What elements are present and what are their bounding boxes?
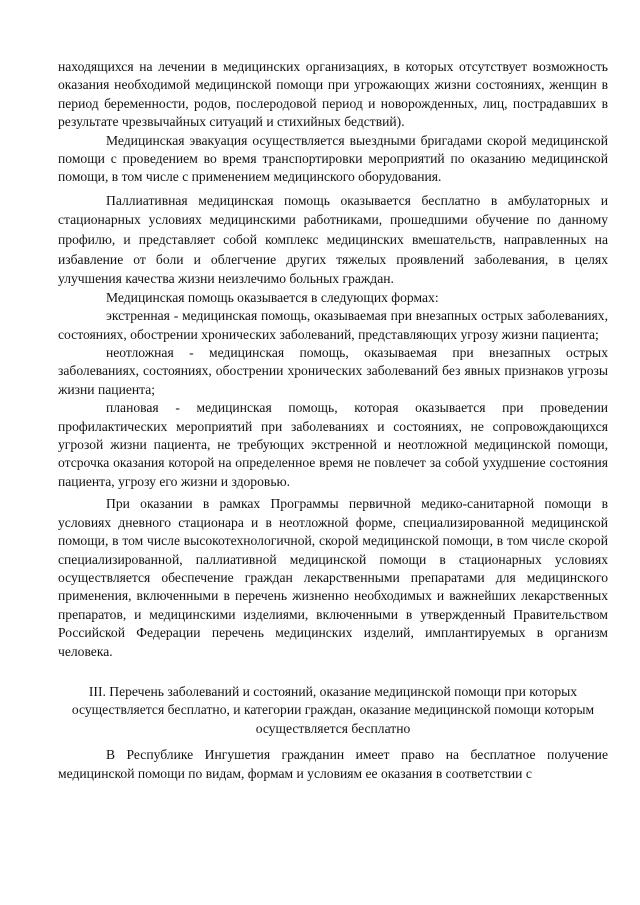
paragraph-6: неотложная - медицинская помощь, оказываемая при внезапных острых заболеваниях, состояниях, обострении хронических заболеваний без явных признаков угрозы жизни пациента; [58,345,608,397]
final-paragraph: В Республике Ингушетия гражданин имеет право на бесплатное получение медицинской помощи по видам, формам и условиям ее оказания в соответствии с [58,747,608,781]
paragraph-7: плановая - медицинская помощь, которая оказывается при проведении профилактических мероприятий при заболеваниях и состояниях, не сопровождающихся угрозой жизни пациента, не требующих экстренной и неотложной медицинской помощи, отсрочка оказания которой на определенное время не повлечет за собой ухудшение состояния пациента, угрозу его жизни и здоровью. [58,400,608,489]
section-title: III. Перечень заболеваний и состояний, оказание медицинской помощи при которых осуществляется бесплатно, и категории граждан, оказание медицинской помощи которым осуществляется бесплатно [71,683,595,736]
paragraph-8: При оказании в рамках Программы первичной медико-санитарной помощи в условиях дневного стационара и в неотложной форме, специализированной медицинской помощи, в том числе высокотехнологичной, скорой медицинской помощи, в том числе скорой специализированной, паллиативной медицинской помощи в стационарных условиях осуществляется обеспечение граждан лекарственными препаратами для медицинского применения, включенными в перечень жизненно необходимых и важнейших лекарственных препаратов, и медицинскими изделиями, включенными в утвержденный Правительством Российской Федерации перечень медицинских изделий, имплантируемых в организм человека. [58,496,608,659]
paragraph-5: экстренная - медицинская помощь, оказываемая при внезапных острых заболеваниях, состояниях, обострении хронических заболеваний, представляющих угрозу жизни пациента; [58,308,608,342]
paragraph-1: находящихся на лечении в медицинских организациях, в которых отсутствует возможность оказания необходимой медицинской помощи при угрожающих жизни состояниях, женщин в период беременности, родов, послеродовой период и новорожденных, лиц, пострадавших в результате чрезвычайных ситуаций и стихийных бедствий). [58,59,608,130]
paragraph-3: Паллиативная медицинская помощь оказывается бесплатно в амбулаторных и стационарных условиях медицинскими работниками, прошедшими обучение по данному профилю, и представляет собой комплекс медицинских вмешательств, направленных на избавление от боли и облегчение других тяжелых проявлений заболевания, в целях улучшения качества жизни неизлечимо больных граждан. [58,192,608,287]
paragraph-2: Медицинская эвакуация осуществляется выездными бригадами скорой медицинской помощи с проведением во время транспортировки мероприятий по оказанию медицинской помощи, в том числе с применением медицинского оборудования. [58,132,608,185]
paragraph-4: Медицинская помощь оказывается в следующих формах: [106,289,439,305]
